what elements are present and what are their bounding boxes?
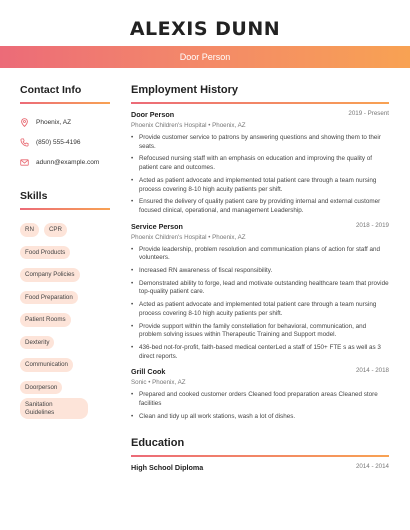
job-bullet: • Acted as patient advocate and implemented total patient care through a team nursing process covering 8-10 high acuity patients per shift. <box>131 177 389 194</box>
job-bullet: • Refocused nursing staff with an emphasis on education and improving the quality of patient care and outcomes. <box>131 155 389 172</box>
skill-pill: Sanitation Guidelines <box>20 398 88 419</box>
skill-pill: RN <box>20 223 39 237</box>
contact-phone <box>20 132 112 152</box>
skill-pill: Patient Rooms <box>20 313 71 327</box>
employment-section-title: Employment History <box>131 84 238 96</box>
job-employer: Phoenix Children's Hospital <box>131 233 207 241</box>
job-location: Phoenix, AZ <box>212 122 246 129</box>
job-employer: Sonic <box>131 379 147 387</box>
education-dates: 2014 - 2014 <box>355 463 389 471</box>
job-bullets <box>131 391 389 421</box>
contact-location-text: Phoenix, AZ <box>36 118 72 126</box>
job-bullet: • Provide support within the family constellation for behavioral, communication, and problem solving issues within Therapeutic Training and Support model. <box>131 323 389 340</box>
job-bullet: • Provide leadership, problem resolution and communication plans of action for staff and volunteers. <box>131 246 389 263</box>
job-location: Phoenix, AZ <box>152 379 186 387</box>
skill-pill: Dexterity <box>20 336 54 350</box>
contact-email[interactable] <box>20 152 112 172</box>
sidebar <box>20 84 112 423</box>
skill-pill: CPR <box>44 223 67 237</box>
role-banner: Door Person <box>0 46 410 68</box>
job-employer-line <box>131 122 389 129</box>
phone-icon <box>20 138 29 147</box>
job-dates: 2018 - 2019 <box>355 221 389 229</box>
job-bullet: • Ensured the delivery of quality patient care by providing internal and external customer focused clinical, operational, and management Leadership. <box>131 198 389 215</box>
skill-pill: Doorperson <box>20 381 62 395</box>
job-entry <box>131 367 389 421</box>
job-bullet: • Acted as patient advocate and implemented total patient care through a team nursing process covering 8-10 high acuity patients per shift. <box>131 301 389 318</box>
skill-pill: Food Products <box>20 246 70 260</box>
skills-list <box>20 218 112 423</box>
contact-list <box>20 112 112 172</box>
job-bullet: • Clean and tidy up all work stations, wash a lot of dishes. <box>131 413 389 422</box>
employment-title-rule <box>131 102 389 104</box>
job-dates: 2019 - Present <box>348 110 389 117</box>
job-title: Door Person <box>131 110 175 119</box>
job-employer-line <box>131 379 389 386</box>
job-employer: Phoenix Children's Hospital <box>131 122 207 129</box>
email-icon <box>20 158 29 167</box>
skills-title-rule <box>20 208 110 210</box>
job-bullet: • Prepared and cooked customer orders Cleaned food preparation areas Cleaned store facilities <box>131 391 389 408</box>
separator-bullet: • <box>208 233 211 241</box>
contact-title-rule <box>20 102 110 104</box>
job-bullet: • Increased RN awareness of fiscal responsibility. <box>131 267 389 276</box>
job-bullet: • Demonstrated ability to forge, lead and motivate outstanding healthcare team that provide top-quality patient care. <box>131 280 389 297</box>
skill-pill: Company Policies <box>20 268 80 282</box>
job-title: Service Person <box>131 221 183 231</box>
education-degree: High School Diploma <box>131 463 204 473</box>
skill-pill: Food Preparation <box>20 291 78 305</box>
education-title-rule <box>131 455 389 457</box>
job-dates: 2014 - 2018 <box>355 367 389 375</box>
location-pin-icon <box>20 118 29 127</box>
candidate-name: ALEXIS DUNN <box>129 18 281 40</box>
job-entry <box>131 222 389 362</box>
separator-bullet: • <box>208 122 211 129</box>
education-section-title: Education <box>131 437 185 450</box>
contact-location <box>20 112 112 132</box>
skill-pill: Communication <box>20 358 73 372</box>
education-entry <box>131 463 389 472</box>
contact-section-title: Contact Info <box>20 84 82 96</box>
contact-phone-text: (850) 555-4196 <box>36 138 81 146</box>
job-location: Phoenix, AZ <box>212 233 246 241</box>
job-employer-line <box>131 234 389 241</box>
separator-bullet: • <box>148 379 151 387</box>
skills-section-title: Skills <box>20 190 48 202</box>
job-bullets <box>131 246 389 362</box>
job-entry <box>131 110 389 216</box>
main-column <box>131 84 389 472</box>
job-bullet: • Provide customer service to patrons by answering questions and showing them to their seats. <box>131 134 389 151</box>
contact-email-text[interactable]: adunn@example.com <box>36 158 100 166</box>
job-bullet: • 436-bed not-for-profit, faith-based medical centerLed a staff of 150+ FTE s as well as 3 direct reports. <box>131 344 389 361</box>
job-title: Grill Cook <box>131 367 166 377</box>
job-bullets <box>131 134 389 216</box>
